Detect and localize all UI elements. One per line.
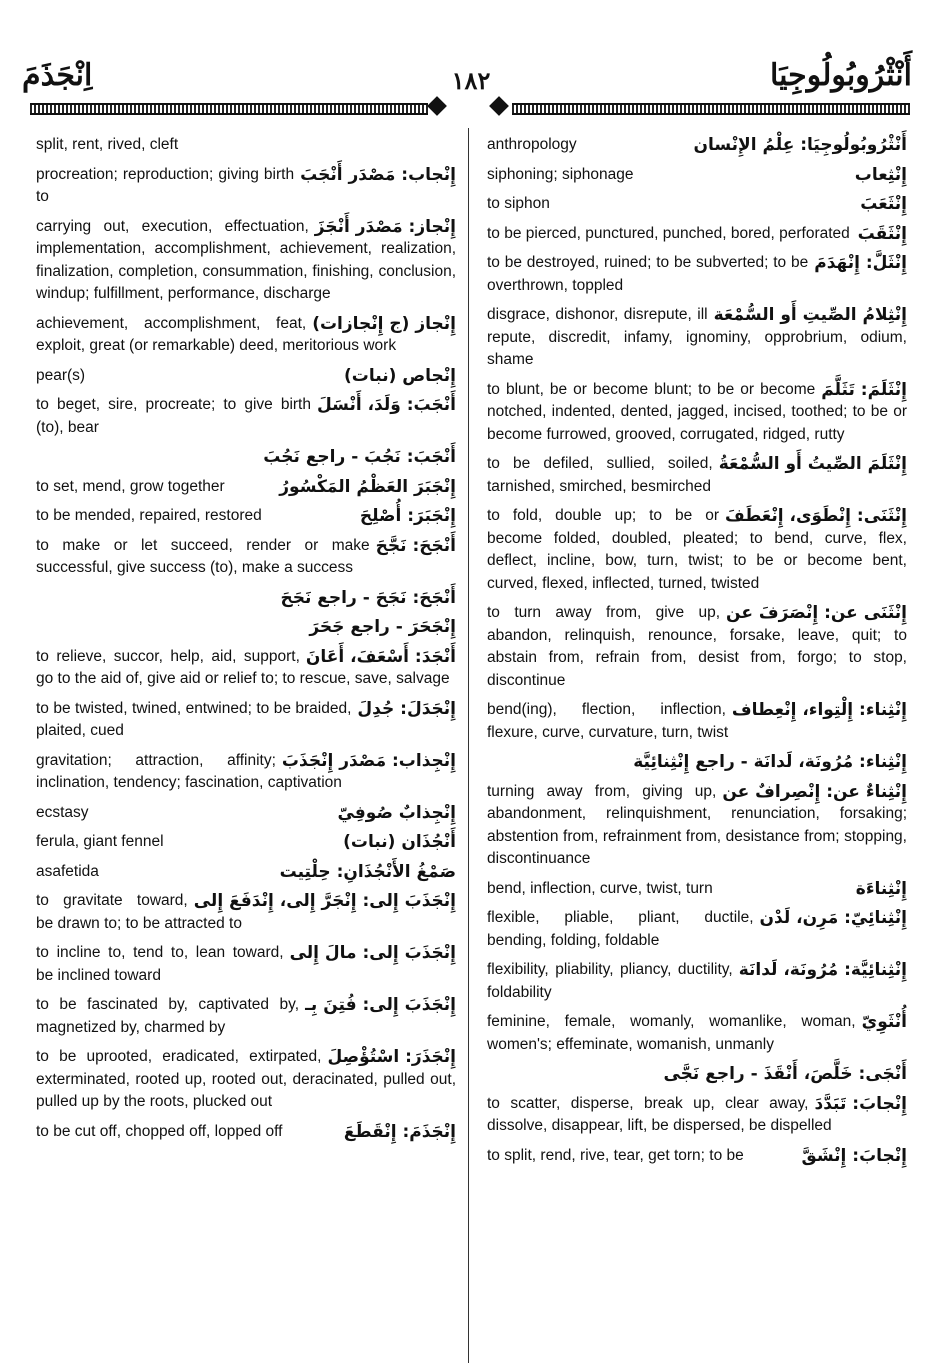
arabic-headword: إِنْثِناء: مُرُونَة، لَدانَة - راجع إِنْثِنائِيَّة xyxy=(633,752,907,772)
arabic-headword: أَنْثْرُوبُولُوجِيَا: عِلْمُ الإِنْسان xyxy=(693,135,907,155)
diamond-ornament-icon xyxy=(489,96,509,116)
english-definition: to fold, double up; to be or become folded, doubled, pleated; to bend, curve, flex, deflect, incline, bow, turn, twist; to be or become bent, curved, flexed, inflected, turned, twisted xyxy=(487,507,907,592)
diamond-ornament-icon xyxy=(427,96,447,116)
dictionary-entry xyxy=(36,476,456,499)
dictionary-entry xyxy=(36,616,456,639)
header-rule-right xyxy=(512,103,910,115)
arabic-headword: إِنْثِنائِيَّة: مُرُونَة، لَدانَة xyxy=(738,960,907,980)
english-definition: to gravitate toward, be drawn to; to be attracted to xyxy=(36,892,242,932)
header-rule-left xyxy=(30,103,428,115)
arabic-headword: إِنْجَذَبَ إِلى: مالَ إِلى xyxy=(289,943,456,963)
english-definition: flexibility, pliability, pliancy, ductility, foldability xyxy=(487,961,733,1001)
dictionary-entry xyxy=(487,959,907,1004)
arabic-headword: إِنْجَذَبَ إِلى: فُتِنَ بِـ xyxy=(305,995,456,1015)
arabic-headword: إِنْثَلَّ: إِنْهَدَمَ xyxy=(814,253,907,273)
dictionary-entry xyxy=(36,587,456,610)
column-divider xyxy=(468,128,469,1363)
arabic-headword: أَنْجَحَ: نَجَّحَ xyxy=(375,535,456,556)
english-definition: to relieve, succor, help, aid, support, go to the aid of, give aid or relief to; to rescue, save, salvage xyxy=(36,647,450,687)
arabic-headword: إِنْثِلامُ الصِّيتِ أَو السُّمْعَة xyxy=(713,305,907,325)
dictionary-entry xyxy=(36,861,456,884)
arabic-headword: أَنْجَبَ: وَلَدَ، أَنْسَلَ xyxy=(316,395,456,415)
dictionary-entry xyxy=(487,453,907,498)
arabic-headword: إِنْجَحَرَ - راجع جَحَرَ xyxy=(309,617,456,637)
arabic-headword: إِنْجَبَرَ: أُصْلِحَ xyxy=(359,506,456,526)
dictionary-entry xyxy=(36,750,456,795)
arabic-headword: إِنْجَذَمَ: إِنْقَطَعَ xyxy=(343,1121,456,1142)
dictionary-entry xyxy=(487,878,907,901)
arabic-headword: إِنْثِناء: إِلْتِواء، إِنْعِطاف xyxy=(731,700,907,720)
arabic-headword: إِنْجَبَرَ العَظْمُ المَكْسُورُ xyxy=(279,476,456,497)
right-column xyxy=(487,134,907,1174)
arabic-headword: إِنْجابَ: إِنْشَقَّ xyxy=(801,1145,907,1166)
arabic-headword: أَنْجَبَ: نَجُبَ - راجع نَجُبَ xyxy=(263,447,456,467)
dictionary-entry xyxy=(36,216,456,306)
english-definition: to be fascinated by, captivated by, magnetized by, charmed by xyxy=(36,996,300,1036)
arabic-headword: أَنْجَى: خَلَّصَ، أَنْقَذَ - راجع نَجَّى xyxy=(663,1064,907,1084)
dictionary-entry xyxy=(487,1093,907,1138)
english-definition: to beget, sire, procreate; to give birth (to), bear xyxy=(36,396,311,436)
english-definition: split, rent, rived, cleft xyxy=(36,136,179,153)
dictionary-entry xyxy=(487,164,907,187)
english-definition: to incline to, tend to, lean toward, be inclined toward xyxy=(36,944,284,984)
english-definition: siphoning; siphonage xyxy=(487,165,634,183)
arabic-headword: إِنْجِذابٌ صُوفِيّ xyxy=(337,802,456,823)
dictionary-entry xyxy=(36,394,456,439)
arabic-headword: إِنْجَذَرَ: اسْتُؤْصِلَ xyxy=(327,1047,456,1067)
english-definition: procreation; reproduction; giving birth to xyxy=(36,165,295,205)
arabic-headword: إِنْثَقَبَ xyxy=(857,223,907,244)
arabic-headword: إِنْثَعَبَ xyxy=(860,194,907,214)
arabic-headword: صَمْغُ الأَنْجُذَانِ: حِلْتِيت xyxy=(279,861,456,882)
dictionary-entry xyxy=(36,446,456,469)
english-definition: asafetida xyxy=(36,862,99,880)
arabic-headword: إِنْثَلَمَ: تَثَلَّمَ xyxy=(821,379,907,400)
english-definition: to be twisted, twined, entwined; to be braided, plaited, cued xyxy=(36,699,352,739)
arabic-headword: إِنْجِذاب: مَصْدَر إِنْجَذَبَ xyxy=(281,750,456,771)
arabic-headword: إِنْثِنائِيّ: مَرِن، لَدْن xyxy=(759,908,907,928)
arabic-headword: إِنْجاز (ج إِنْجازات) xyxy=(312,313,456,334)
dictionary-entry xyxy=(36,942,456,987)
dictionary-entry xyxy=(487,602,907,692)
dictionary-entry xyxy=(487,1145,907,1168)
dictionary-entry xyxy=(36,831,456,854)
dictionary-entry xyxy=(36,505,456,528)
dictionary-entry xyxy=(487,751,907,774)
english-definition: to set, mend, grow together xyxy=(36,477,225,495)
dictionary-entry xyxy=(36,1046,456,1114)
dictionary-entry xyxy=(487,193,907,216)
left-guide-word: اِنْجَذَمَ xyxy=(22,58,93,93)
arabic-headword: إِنْجاص (نبات) xyxy=(344,365,456,386)
english-definition: to be mended, repaired, restored xyxy=(36,507,262,524)
english-definition: ferula, giant fennel xyxy=(36,833,164,850)
arabic-headword: إِنْجَذَبَ إِلى: إِنْجَرَّ إِلى، إِنْدَفَعَ إِلى xyxy=(193,891,456,911)
dictionary-entry xyxy=(487,907,907,952)
english-definition: to blunt, be or become blunt; to be or become notched, indented, dented, jagged, incised, toothed; to be or become furrowed, grooved, corrugated, ridged, rutty xyxy=(487,380,907,443)
dictionary-entry xyxy=(487,1011,907,1056)
dictionary-entry xyxy=(487,781,907,871)
dictionary-entry xyxy=(487,1063,907,1086)
arabic-headword: إِنْجَدَلَ: جُدِلَ xyxy=(357,698,456,719)
english-definition: ecstasy xyxy=(36,803,89,821)
dictionary-entry xyxy=(36,1121,456,1144)
english-definition: to make or let succeed, render or make successful, give success (to), make a success xyxy=(36,536,370,576)
english-definition: to split, rend, rive, tear, get torn; to be xyxy=(487,1146,744,1164)
arabic-headword: أَنْجُذَان (نبات) xyxy=(343,832,456,852)
arabic-headword: إِنْثَنَى: إِنْطَوَى، إِنْعَطَفَ xyxy=(724,506,907,526)
english-definition: turning away from, giving up, abandonment, relinquishment, renunciation, forsaking; abstention from, refrainment from, desistance from; stopping, discontinuance xyxy=(487,782,907,867)
arabic-headword: أُنْثَوِيّ xyxy=(861,1012,907,1032)
arabic-headword: إِنْثَنَى عن: إِنْصَرَفَ عن xyxy=(726,603,907,623)
english-definition: to be uprooted, eradicated, extirpated, exterminated, rooted up, rooted out, deracinated, pulled out, pulled up by the roots, plucked out xyxy=(36,1048,456,1110)
english-definition: to be pierced, punctured, punched, bored, perforated xyxy=(487,224,850,242)
english-definition: bend(ing), flection, inflection, flexure, curve, curvature, turn, twist xyxy=(487,701,729,741)
arabic-headword: إِنْثِناءٌ عن: إِنْصِرافٌ عن xyxy=(722,781,907,802)
dictionary-entry xyxy=(487,134,907,157)
english-definition: carrying out, execution, effectuation, implementation, accomplishment, achievement, realization, finalization, completion, consummation, finishing, conclusion, windup; fulfillment, performance, discharge xyxy=(36,217,456,302)
english-definition: to be destroyed, ruined; to be subverted; to be overthrown, toppled xyxy=(487,254,809,294)
dictionary-entry xyxy=(36,164,456,209)
english-definition: pear(s) xyxy=(36,366,86,384)
arabic-headword: أَنْجَدَ: أَسْعَفَ، أَعَانَ xyxy=(305,646,456,667)
arabic-headword: إِنْثَلَمَ الصِّيتُ أَو السُّمْعَةُ xyxy=(718,454,907,474)
dictionary-entry xyxy=(36,313,456,358)
english-definition: disgrace, dishonor, disrepute, ill repute, discredit, infamy, ignominy, opprobrium, odium, shame xyxy=(487,306,907,368)
dictionary-entry xyxy=(36,802,456,825)
dictionary-entry xyxy=(36,890,456,935)
dictionary-entry xyxy=(487,223,907,246)
english-definition: gravitation; attraction, affinity; inclination, tendency; fascination, captivation xyxy=(36,751,342,791)
dictionary-entry xyxy=(487,699,907,744)
english-definition: feminine, female, womanly, womanlike, woman, women's; effeminate, womanish, unmanly xyxy=(487,1013,856,1053)
arabic-headword: إِنْثِعاب xyxy=(854,164,907,185)
english-definition: to be defiled, sullied, soiled, tarnished, smirched, besmirched xyxy=(487,455,713,495)
english-definition: to turn away from, give up, abandon, relinquish, renounce, forsake, leave, quit; to abstain from, refrain from, desist from, forgo; to stop, discontinue xyxy=(487,604,907,689)
english-definition: to scatter, disperse, break up, clear away, dissolve, disappear, lift, be dispersed, be dispelled xyxy=(487,1094,832,1134)
right-guide-word: أَنْثْرُوبُولُوجِيَا xyxy=(769,58,912,93)
dictionary-entry xyxy=(487,379,907,447)
arabic-headword: إِنْثِناءَة xyxy=(855,878,907,899)
english-definition: flexible, pliable, pliant, ductile, bending, folding, foldable xyxy=(487,909,754,949)
english-definition: to be cut off, chopped off, lopped off xyxy=(36,1122,283,1140)
english-definition: to siphon xyxy=(487,195,550,212)
dictionary-entry xyxy=(487,304,907,372)
dictionary-entry xyxy=(487,252,907,297)
dictionary-entry xyxy=(36,698,456,743)
dictionary-entry xyxy=(487,505,907,595)
arabic-headword: إِنْجاب: مَصْدَر أَنْجَبَ xyxy=(300,164,456,185)
dictionary-entry xyxy=(36,994,456,1039)
arabic-headword: إِنْجابَ: تَبَدَّدَ xyxy=(814,1093,907,1114)
english-definition: achievement, accomplishment, feat, exploit, great (or remarkable) deed, meritorious work xyxy=(36,314,397,354)
page-number: ١٨٢ xyxy=(451,66,491,95)
page-header xyxy=(0,0,942,130)
dictionary-entry xyxy=(36,365,456,388)
dictionary-entry xyxy=(36,646,456,691)
english-definition: anthropology xyxy=(487,136,577,153)
dictionary-entry xyxy=(36,134,456,157)
english-definition: bend, inflection, curve, twist, turn xyxy=(487,879,713,897)
dictionary-entry xyxy=(36,535,456,580)
arabic-headword: إِنْجاز: مَصْدَر أَنْجَزَ xyxy=(314,216,456,237)
arabic-headword: أَنْجَحَ: نَجَحَ - راجع نَجَحَ xyxy=(280,587,456,608)
left-column xyxy=(36,134,456,1150)
